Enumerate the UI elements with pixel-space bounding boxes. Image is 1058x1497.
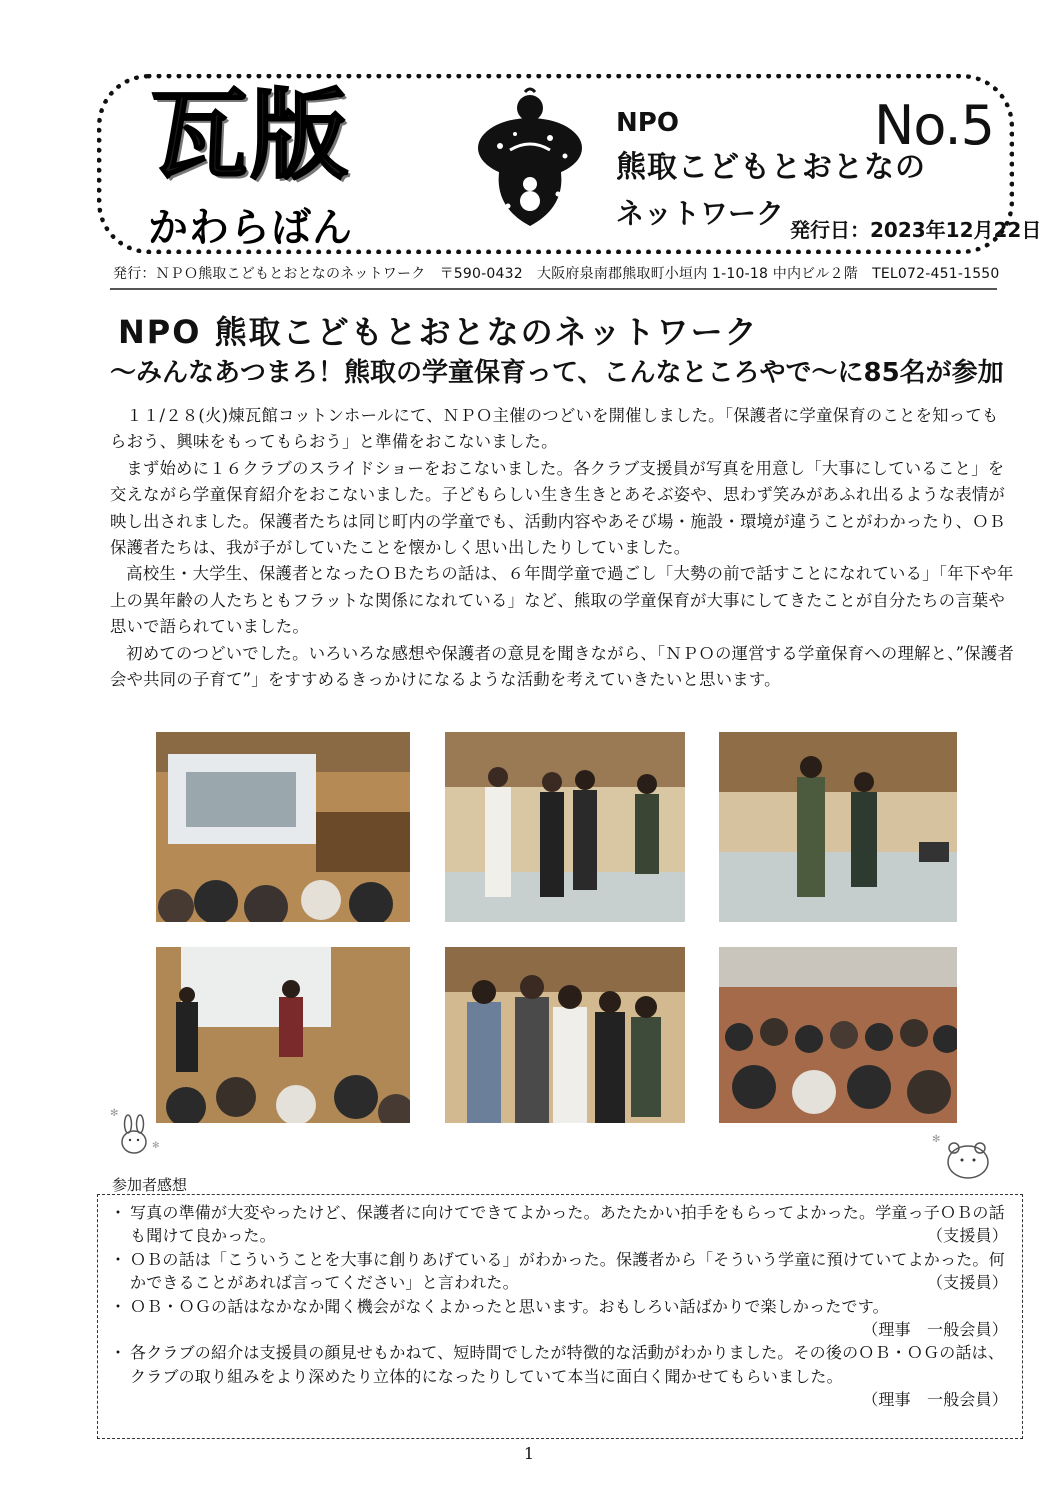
bullet: ・: [110, 1249, 127, 1269]
photo-slideshow: [156, 732, 410, 922]
svg-text:✻: ✻: [110, 1108, 119, 1119]
svg-text:✻: ✻: [152, 1141, 160, 1151]
comment-item: [110, 1295, 1012, 1342]
publisher-line: 発行：ＮＰＯ熊取こどもとおとなのネットワーク 〒590-0432 大阪府泉南郡熊取町小垣内 1-10-18 中内ビル２階 TEL072-451-1550: [113, 266, 1000, 282]
comment-role: （支援員）: [926, 1273, 1008, 1293]
photo-audience-2: [719, 947, 957, 1123]
comment-item: [110, 1248, 1012, 1295]
mascot-illustration: [470, 86, 590, 236]
title-kanji: 瓦版: [150, 79, 351, 193]
comments-label: 参加者感想: [112, 1176, 188, 1194]
page-number: 1: [523, 1444, 535, 1463]
org-name: 熊取こどもとおとなの: [616, 150, 926, 185]
article-paragraph: 初めてのつどいでした。いろいろな感想や保護者の意見を聞きながら、「ＮＰＯの運営する学童保育への理解と、”保護者会や共同の子育て”」をすすめるきっかけになるような活動を考えていきたいと思います。: [110, 643, 1015, 690]
comment-item: [110, 1341, 1012, 1411]
org-npo: NPO: [616, 108, 679, 138]
article-paragraph: 高校生・大学生、保護者となったＯＢたちの話は、６年間学童で過ごし「大勢の前で話すことになれている」「年下や年上の異年齢の人たちともフラットな関係になれている」など、熊取の学童保育が大事にしてきたことが自分たちの言葉や思いで語られていました。: [110, 564, 1014, 637]
org-network: ネットワーク: [616, 197, 785, 230]
svg-text:✻: ✻: [932, 1134, 941, 1145]
rabbit-illustration: [104, 1104, 164, 1164]
issue-date: 発行日：2023年12月22日: [790, 218, 1042, 242]
article-paragraph: まず始めに１６クラブのスライドショーをおこないました。各クラブ支援員が写真を用意し「大事にしていること」を交えながら学童保育紹介をおこないました。子どもらしい生き生きとあそぶ姿や、思わず笑みがあふれ出るような表情が映し出されました。保護者たちは同じ町内の学童でも、活動内容やあそび場・施設・環境が違うことがわかったり、ＯＢ保護者たちは、我が子がしていたことを懐かしく思い出したりしていました。: [110, 458, 1006, 558]
comments-box: [97, 1194, 1023, 1439]
bear-illustration: [928, 1128, 998, 1184]
headline-line2: ～みんなあつまろ！熊取の学童保育って、こんなところやで～に85名が参加: [110, 358, 1004, 388]
bullet: ・: [110, 1203, 127, 1222]
bullet: ・: [110, 1343, 127, 1363]
comment-item: [110, 1201, 1012, 1248]
photo-speakers-1: [445, 732, 685, 922]
comment-role: （支援員）: [926, 1226, 1008, 1246]
divider: [110, 288, 997, 290]
photo-ob-speakers: [445, 947, 685, 1123]
photo-speakers-2: [719, 732, 957, 922]
title-kana: かわらばん: [148, 205, 353, 251]
comment-text: 写真の準備が大変やったけど、保護者に向けてできてよかった。あたたかい拍手をもらってよかった。学童っ子ＯＢの話も聞けて良かった。: [130, 1203, 1005, 1246]
article-paragraph: １１/２８(火)煉瓦館コットンホールにて、ＮＰＯ主催のつどいを開催しました。「保護者に学童保育のことを知ってもらおう、興味をもってもらおう」と準備をおこないました。: [110, 406, 999, 452]
comment-text: ＯＢの話は「こういうことを大事に創りあげている」がわかった。保護者から「そういう学童に預けていてよかった。何かできることがあれば言ってください」と言われた。: [130, 1249, 1005, 1293]
article-body: [110, 403, 1015, 693]
photo-audience-1: [156, 947, 410, 1123]
comment-text: ＯＢ・ＯＧの話はなかなか聞く機会がなくよかったと思います。おもしろい話ばかりで楽しかったです。: [130, 1296, 889, 1316]
issue-number: No.5: [874, 94, 995, 157]
comment-role: （理事 一般会員）: [862, 1320, 1008, 1340]
comment-text: 各クラブの紹介は支援員の顔見せもかねて、短時間でしたが特徴的な活動がわかりました。その後のＯＢ・ＯＧの話は、クラブの取り組みをより深めたり立体的になったりしていて本当に面白く聞かせてもらいました。: [130, 1343, 1005, 1386]
bullet: ・: [110, 1296, 127, 1316]
headline-line1: NPO 熊取こどもとおとなのネットワーク: [118, 313, 759, 351]
comment-role: （理事 一般会員）: [862, 1390, 1008, 1410]
